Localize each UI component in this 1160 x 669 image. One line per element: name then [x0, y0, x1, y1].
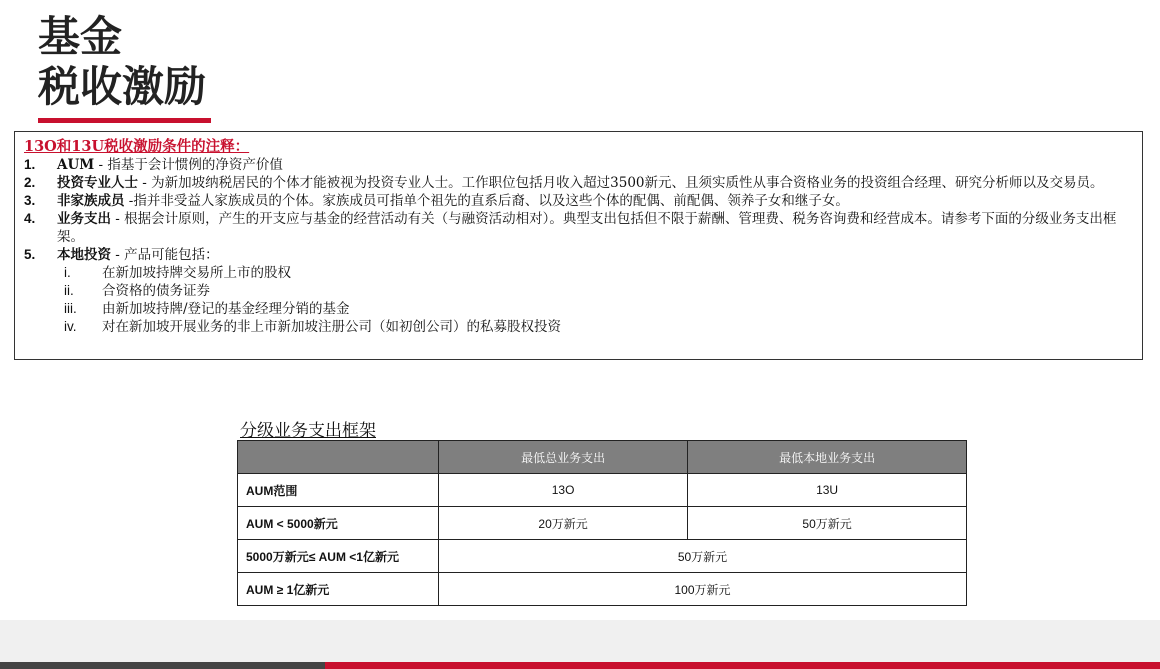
local-investment-sub-list: [64, 264, 1134, 336]
cell-value: 50万新元: [688, 507, 967, 540]
note-number: 4.: [24, 211, 36, 226]
page-title-line-1: 基金: [38, 12, 123, 61]
cell-value: 13O: [439, 474, 688, 507]
footer-bar-dark: [0, 662, 325, 669]
table-row: [238, 507, 967, 540]
tiered-expenditure-table: [237, 440, 967, 606]
sub-item-text: 由新加坡持牌/登记的基金经理分销的基金: [102, 301, 350, 317]
notes-heading: 13O和13U税收激励条件的注释：: [24, 138, 250, 155]
note-term: 本地投资: [57, 247, 111, 263]
cell-value: 20万新元: [439, 507, 688, 540]
note-text: - 为新加坡纳税居民的个体才能被视为投资专业人士。工作职位包括月收入超过3500新元、且须实质性从事合资格业务的投资组合经理、研究分析师以及交易员。: [138, 175, 1104, 191]
sub-list-item: [64, 300, 1134, 318]
note-number: 1.: [24, 157, 36, 172]
note-text: - 根据会计原则，产生的开支应与基金的经营活动有关（与融资活动相对）。典型支出包括但不限于薪酬、管理费、税务咨询费和经营成本。请参考下面的分级业务支出框架。: [57, 211, 1117, 245]
note-number: 2.: [24, 175, 36, 190]
sub-list-item: [64, 318, 1134, 336]
sub-item-number: i.: [64, 265, 71, 280]
page-title: [38, 12, 206, 112]
row-label: 5000万新元≤ AUM <1亿新元: [238, 540, 439, 573]
table-header-total-expenditure: 最低总业务支出: [439, 441, 688, 474]
note-term: 投资专业人士: [57, 175, 138, 191]
footer-band: [0, 620, 1160, 662]
note-item-business-expenditure: [24, 210, 1134, 246]
page-title-line-2: 税收激励: [38, 62, 207, 111]
note-item-local-investment: [24, 246, 1134, 264]
note-term: AUM: [57, 157, 95, 173]
sub-item-number: iii.: [64, 301, 77, 316]
sub-list-item: [64, 264, 1134, 282]
sub-item-number: ii.: [64, 283, 74, 298]
table-title: 分级业务支出框架: [240, 421, 376, 441]
note-term: 业务支出: [57, 211, 111, 227]
note-text: - 产品可能包括：: [111, 247, 219, 263]
table-row: [238, 474, 967, 507]
title-underline: [38, 118, 211, 123]
row-label: AUM < 5000新元: [238, 507, 439, 540]
cell-value: 13U: [688, 474, 967, 507]
note-item-aum: [24, 156, 1134, 174]
table-header-row: [238, 441, 967, 474]
sub-item-text: 合资格的债务证券: [102, 283, 210, 299]
table-row: [238, 573, 967, 606]
note-text: -指并非受益人家族成员的个体。家族成员可指单个祖先的直系后裔、以及这些个体的配偶、前配偶、领养子女和继子女。: [124, 193, 849, 209]
note-term: 非家族成员: [57, 193, 125, 209]
sub-item-text: 对在新加坡开展业务的非上市新加坡注册公司（如初创公司）的私募股权投资: [102, 319, 561, 335]
footer-bar-red: [325, 662, 1160, 669]
note-number: 5.: [24, 247, 36, 262]
merged-cell-value: 50万新元: [439, 540, 967, 573]
table-header-empty: [238, 441, 439, 474]
sub-list-item: [64, 282, 1134, 300]
table-header-local-expenditure: 最低本地业务支出: [688, 441, 967, 474]
merged-cell-value: 100万新元: [439, 573, 967, 606]
notes-box: [14, 131, 1143, 360]
note-item-non-family-member: [24, 192, 1134, 210]
note-item-investment-professional: [24, 174, 1134, 192]
row-label: AUM范围: [238, 474, 439, 507]
table-row: [238, 540, 967, 573]
note-number: 3.: [24, 193, 36, 208]
row-label: AUM ≥ 1亿新元: [238, 573, 439, 606]
sub-item-number: iv.: [64, 319, 77, 334]
sub-item-text: 在新加坡持牌交易所上市的股权: [102, 265, 291, 281]
note-text: - 指基于会计惯例的净资产价值: [94, 157, 283, 173]
